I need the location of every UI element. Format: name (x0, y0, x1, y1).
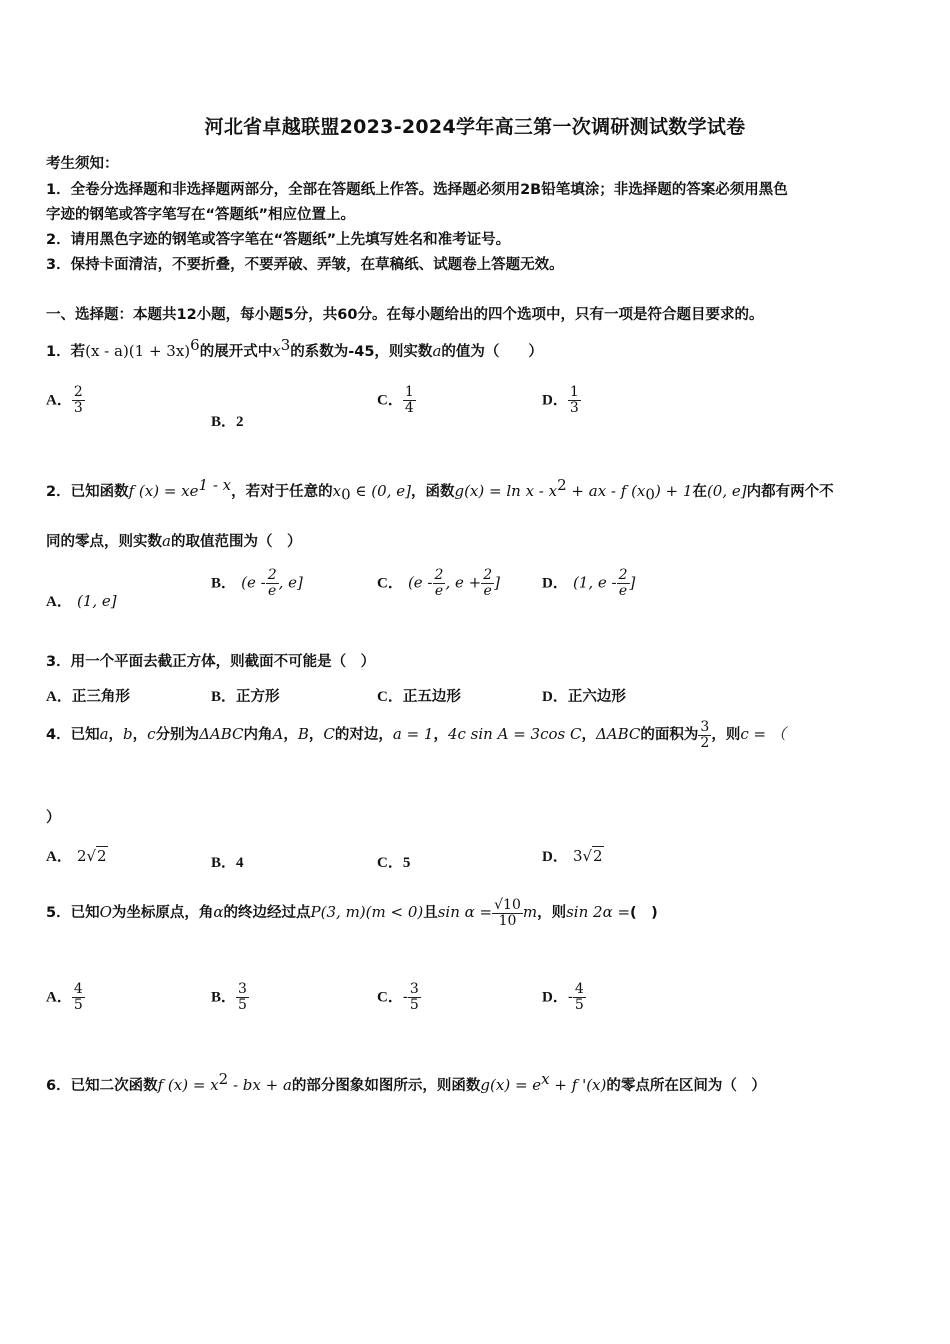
question-6-stem: 6．已知二次函数f $(x) = x^2$ - bx + a的部分图象如图所示，则函数$g(x) = e^x + f$ '(x)的零点所在区间为（ ） (46, 1070, 766, 1094)
notice-heading: 考生须知： (46, 156, 119, 172)
section-heading: 一、选择题：本题共12小题，每小题5分，共60分。在每小题给出的四个选项中，只有一项是符合题目要求的。 (46, 307, 764, 323)
question-5-option-d[interactable]: D．- $\frac{4}{5}$ (542, 981, 584, 1013)
question-4-option-c[interactable]: C．5 (377, 855, 411, 871)
page-title: 河北省卓越联盟2023-2024学年高三第一次调研测试数学试卷 (204, 116, 746, 138)
question-2-stem-line-1: 2．已知函数f $(x) = xe^{1 - x}$，若对于任意的$x_0$ ∈ (0, e]，函数$g(x) = \ln x - x^2$ + ax - f $(x_0) + 1$在(0, e]内都有两个不 (46, 476, 834, 504)
question-5-stem: 5．已知O为坐标原点，角α的终边经过点P(3, m)(m < 0)且sin α = $\frac{√10}{10}$ m，则sin 2α =( ) (46, 897, 658, 929)
question-2-option-c[interactable]: C． (e - $\frac{2}{e}$ , e + $\frac{2}{e}$ ] (377, 567, 500, 599)
notice-line-1b: 字迹的钢笔或答字笔写在“答题纸”相应位置上。 (46, 207, 356, 223)
notice-line-2: 2．请用黑色字迹的钢笔或答字笔在“答题纸”上先填写姓名和准考证号。 (46, 232, 511, 248)
question-2-option-b[interactable]: B． (e - $\frac{2}{e}$ , e] (211, 567, 303, 599)
question-4-option-d[interactable]: D． 3√2 (542, 847, 603, 865)
notice-line-3: 3．保持卡面清洁，不要折叠，不要弄破、弄皱，在草稿纸、试题卷上答题无效。 (46, 257, 564, 273)
question-4-close-paren: ） (46, 810, 61, 826)
question-3-stem: 3．用一个平面去截正方体，则截面不可能是（ ） (46, 654, 376, 670)
question-3-option-b[interactable]: B．正方形 (211, 689, 280, 705)
question-5-option-b[interactable]: B． $\frac{3}{5}$ (211, 981, 247, 1013)
question-5-option-a[interactable]: A． $\frac{4}{5}$ (46, 981, 83, 1013)
question-1-option-d[interactable]: D． $\frac{1}{3}$ (542, 384, 579, 416)
question-2-option-d[interactable]: D． (1, e - $\frac{2}{e}$ ] (542, 567, 636, 599)
question-4-option-a[interactable]: A． 2√2 (46, 847, 107, 865)
question-1-stem: 1．若$(x - a)(1 + 3x)^6$的展开式中$x^3$的系数为-45，则实数a的值为（ ） (46, 336, 543, 360)
question-1-option-a[interactable]: A． $\frac{2}{3}$ (46, 384, 83, 416)
question-5-option-c[interactable]: C．- $\frac{3}{5}$ (377, 981, 419, 1013)
question-3-option-d[interactable]: D．正六边形 (542, 689, 626, 705)
question-1-option-c[interactable]: C． $\frac{1}{4}$ (377, 384, 414, 416)
question-4-option-b[interactable]: B．4 (211, 855, 244, 871)
notice-line-1a: 1．全卷分选择题和非选择题两部分，全部在答题纸上作答。选择题必须用2B铅笔填涂；非选择题的答案必须用黑色 (46, 182, 788, 198)
question-2-stem-line-2: 同的零点，则实数a的取值范围为（ ） (46, 532, 302, 550)
question-4-stem: 4．已知a，b，c分别为ΔABC内角A，B，C的对边，a = 1，4c sin A = 3cos C，ΔABC的面积为 $\frac{3}{2}$ ，则c = （ (46, 719, 786, 751)
question-3-option-a[interactable]: A．正三角形 (46, 689, 130, 705)
question-2-option-a[interactable]: A． (1, e] (46, 592, 117, 610)
question-1-option-b[interactable]: B．2 (211, 414, 244, 430)
question-3-option-c[interactable]: C．正五边形 (377, 689, 461, 705)
